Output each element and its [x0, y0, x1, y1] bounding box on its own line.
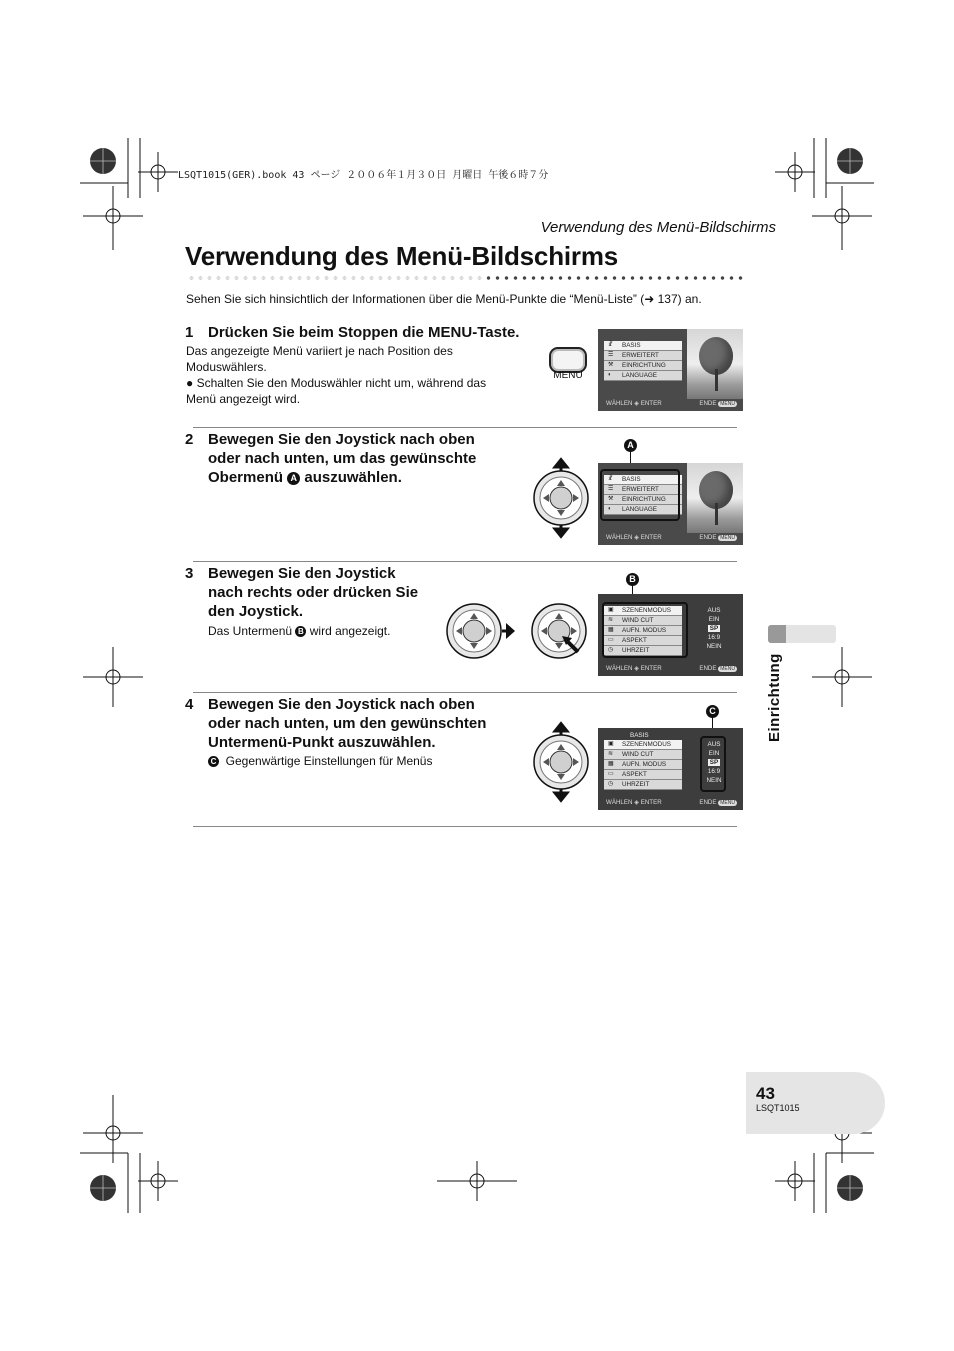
section-label: Einrichtung — [766, 653, 783, 742]
step-1-bullet-text: Schalten Sie den Moduswähler nicht um, während das Menü angezeigt wird. — [186, 376, 487, 406]
highlight-frame-b — [602, 602, 688, 658]
step-1-number: 1 — [185, 324, 194, 341]
step-4-note: C Gegenwärtige Einstellungen für Menüs — [208, 753, 432, 769]
screen-top-menu-2 — [598, 463, 743, 545]
step-4-number: 4 — [185, 696, 194, 713]
wind-icon: ≋ — [608, 617, 614, 623]
rec-mode-icon: ▦ — [608, 627, 614, 633]
badge-a-callout: A — [624, 436, 637, 454]
basis-icon: ☧ — [608, 342, 613, 348]
highlight-frame-c — [700, 736, 726, 792]
sub-item-aufn-modus[interactable]: ▦ AUFN. MODUS — [604, 760, 682, 770]
tree-image — [687, 329, 743, 399]
screen-footer: WÄHLEN ◈ ENTER ENDE MENU — [606, 665, 735, 672]
step-1-heading: Drücken Sie beim Stoppen die MENU-Taste. — [208, 324, 520, 341]
einrichtung-icon: ⚒ — [608, 496, 614, 502]
step-2-line-3b: auszuwählen. — [304, 469, 402, 486]
step-2-line-2: oder nach unten, um das gewünschte — [208, 450, 477, 467]
step-2-line-1: Bewegen Sie den Joystick nach oben — [208, 431, 475, 448]
clock-icon: ◷ — [608, 647, 614, 653]
step-3-text: Das Untermenü B wird angezeigt. — [208, 624, 391, 638]
step-2-number: 2 — [185, 431, 194, 448]
step-1-bullet — [186, 375, 496, 407]
badge-c-callout: C — [706, 702, 719, 720]
step-3-number: 3 — [185, 565, 194, 582]
menu-item-einrichtung[interactable]: ⚒ EINRICHTUNG — [604, 495, 682, 505]
joystick-up-down-icon — [526, 720, 596, 804]
einrichtung-icon: ⚒ — [608, 362, 614, 368]
step-3-line-1: Bewegen Sie den Joystick — [208, 565, 396, 582]
page-number: 43 — [756, 1084, 775, 1103]
basis-icon: ☧ — [608, 476, 613, 482]
sub-menu-list — [604, 740, 682, 790]
step-4-line-2: oder nach unten, um den gewünschten — [208, 715, 487, 732]
joystick-press-icon — [528, 600, 590, 662]
step-1-text: Das angezeigte Menü variiert je nach Position des Moduswählers. — [186, 344, 453, 374]
intro-text: Sehen Sie sich hinsichtlich der Informationen über die Menü-Punkte die “Menü-Liste” (➜ 137) an. — [186, 292, 702, 306]
step-4-line-1: Bewegen Sie den Joystick nach oben — [208, 696, 475, 713]
separator-1 — [193, 427, 737, 428]
wind-icon: ≋ — [608, 751, 614, 757]
aspect-icon: ▭ — [608, 771, 614, 777]
separator-4 — [193, 826, 737, 827]
screen-footer: WÄHLEN ◈ ENTER ENDE MENU — [606, 400, 735, 407]
sub-item-aspekt[interactable]: ▭ ASPEKT — [604, 770, 682, 780]
joystick-right-icon — [444, 600, 516, 662]
page-code: LSQT1015 — [756, 1103, 800, 1113]
badge-a: A — [287, 472, 300, 485]
joystick-up-down-icon — [526, 456, 596, 540]
badge-b-inline: B — [295, 626, 306, 637]
top-menu-list — [604, 341, 682, 381]
sub-menu-header: BASIS — [630, 732, 649, 739]
print-header: LSQT1015(GER).book 43 ページ ２００６年１月３０日 月曜日 午後６時７分 — [178, 170, 549, 181]
running-head: Verwendung des Menü-Bildschirms — [540, 219, 776, 236]
erweitert-icon: ☰ — [608, 486, 614, 492]
screen-sub-menu-1 — [598, 594, 743, 676]
step-3-title — [185, 564, 445, 624]
scene-icon: ▣ — [608, 607, 614, 613]
menu-item-erweitert[interactable]: ☰ ERWEITERT — [604, 351, 682, 361]
menu-item-einrichtung[interactable]: ⚒ EINRICHTUNG — [604, 361, 682, 371]
step-4-line-3: Untermenü-Punkt auszuwählen. — [208, 734, 436, 751]
separator-3 — [193, 692, 737, 693]
step-3-line-3: den Joystick. — [208, 603, 304, 620]
title-dotted-rule-fade — [187, 275, 487, 281]
step-4-title — [185, 695, 525, 755]
menu-item-basis[interactable]: ☧ BASIS — [604, 341, 682, 351]
menu-item-basis[interactable]: ☧ BASIS — [604, 475, 682, 485]
erweitert-icon: ☰ — [608, 352, 614, 358]
screen-footer: WÄHLEN ◈ ENTER ENDE MENU — [606, 799, 735, 806]
clock-icon: ◷ — [608, 781, 614, 787]
sub-item-aufn-modus[interactable]: ▦ AUFN. MODUS — [604, 626, 682, 636]
step-1-title — [185, 323, 545, 343]
step-2-line-3a: Obermenü — [208, 469, 284, 486]
screen-sub-menu-2 — [598, 728, 743, 810]
language-icon: ◐ — [608, 372, 612, 378]
page-title: Verwendung des Menü-Bildschirms — [185, 241, 618, 271]
badge-b-callout: B — [626, 570, 639, 588]
sub-item-aspekt[interactable]: ▭ ASPEKT — [604, 636, 682, 646]
step-2-title — [185, 430, 525, 490]
sub-item-wind-cut[interactable]: ≋ WIND CUT — [604, 616, 682, 626]
menu-item-language[interactable]: ◐ LANGUAGE — [604, 371, 682, 381]
step-3-line-2: nach rechts oder drücken Sie — [208, 584, 419, 601]
sub-item-szenenmodus[interactable]: ▣ SZENENMODUS — [604, 740, 682, 750]
rec-mode-icon: ▦ — [608, 761, 614, 767]
sub-item-uhrzeit[interactable]: ◷ UHRZEIT — [604, 780, 682, 790]
bullet-icon: ● — [186, 376, 194, 390]
screen-top-menu-1 — [598, 329, 743, 411]
badge-c-inline: C — [208, 756, 219, 767]
menu-item-language[interactable]: ◐ LANGUAGE — [604, 505, 682, 515]
sub-item-wind-cut[interactable]: ≋ WIND CUT — [604, 750, 682, 760]
menu-button-label: MENU — [553, 370, 583, 381]
tree-image — [687, 463, 743, 533]
screen-footer: WÄHLEN ◈ ENTER ENDE MENU — [606, 534, 735, 541]
section-tab — [768, 625, 836, 643]
sub-item-szenenmodus[interactable]: ▣ SZENENMODUS — [604, 606, 682, 616]
aspect-icon: ▭ — [608, 637, 614, 643]
separator-2 — [193, 561, 737, 562]
scene-icon: ▣ — [608, 741, 614, 747]
language-icon: ◐ — [608, 506, 612, 512]
sub-item-uhrzeit[interactable]: ◷ UHRZEIT — [604, 646, 682, 656]
sub-values: AUS EIN SP 16:9 NEIN — [706, 741, 722, 784]
sub-values: AUS EIN SP 16:9 NEIN — [706, 607, 722, 650]
highlight-frame-a — [600, 469, 680, 521]
menu-item-erweitert[interactable]: ☰ ERWEITERT — [604, 485, 682, 495]
